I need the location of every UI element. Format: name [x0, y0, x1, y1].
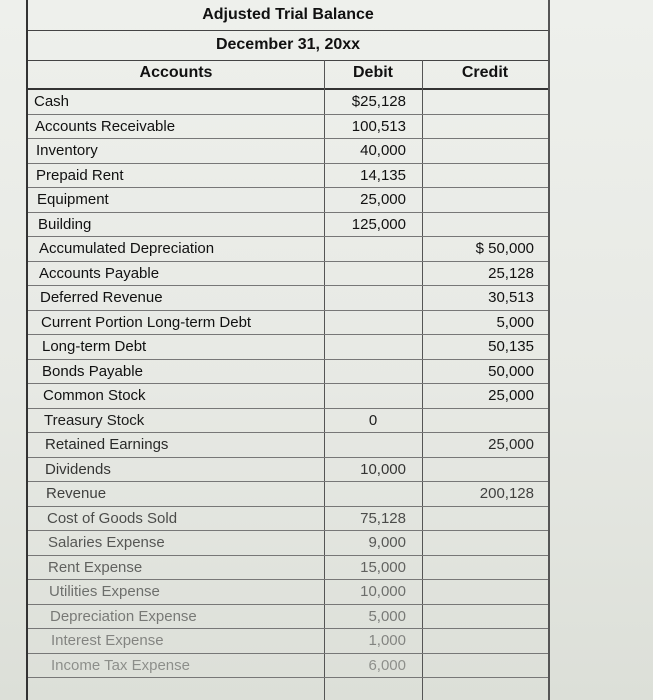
- credit-amount: 50,000: [488, 362, 534, 380]
- debit-amount: 10,000: [360, 460, 406, 478]
- credit-amount: $ 50,000: [475, 240, 534, 257]
- table-row: [28, 654, 548, 679]
- debit-amount: 25,000: [360, 191, 406, 208]
- account-name: Dividends: [45, 460, 111, 478]
- account-name: Prepaid Rent: [36, 166, 124, 184]
- account-name: Accounts Payable: [39, 264, 160, 282]
- table-row: [28, 360, 548, 385]
- table-row: [28, 507, 548, 532]
- debit-amount: 100,513: [351, 117, 406, 135]
- debit-amount: 1,000: [368, 632, 406, 649]
- account-name: Long-term Debt: [42, 338, 147, 355]
- debit-amount: 6,000: [368, 656, 406, 674]
- account-name: Rent Expense: [48, 558, 143, 576]
- account-name: Interest Expense: [51, 632, 164, 649]
- ledger-rows: [28, 90, 548, 678]
- table-row: [28, 433, 548, 458]
- credit-amount: 50,135: [488, 338, 534, 355]
- account-name: Deferred Revenue: [40, 289, 163, 306]
- table-row: [28, 482, 548, 507]
- account-name: Equipment: [37, 191, 109, 208]
- debit-amount: 40,000: [360, 142, 406, 159]
- account-name: Utilities Expense: [49, 583, 160, 600]
- credit-amount: 25,000: [488, 387, 534, 404]
- debit-amount: $25,128: [351, 93, 406, 110]
- debit-amount: 14,135: [360, 166, 406, 184]
- debit-amount: 15,000: [360, 558, 406, 576]
- table-row: [28, 556, 548, 581]
- table-row: [28, 262, 548, 287]
- credit-amount: 200,128: [479, 485, 534, 502]
- account-name: Inventory: [36, 142, 98, 159]
- sheet-title: Adjusted Trial Balance: [28, 0, 548, 31]
- table-row: [28, 629, 548, 654]
- account-name: Current Portion Long-term Debt: [41, 313, 252, 331]
- credit-column-header: Credit: [461, 64, 509, 81]
- account-name: Cash: [34, 93, 70, 110]
- account-name: Accounts Receivable: [35, 117, 176, 135]
- account-name: Building: [38, 215, 92, 233]
- table-row: [28, 188, 548, 213]
- credit-amount: 5,000: [496, 313, 534, 331]
- table-row: [28, 90, 548, 115]
- debit-amount: 10,000: [360, 583, 406, 600]
- table-row: [28, 335, 548, 360]
- table-row: [28, 115, 548, 140]
- account-name: Treasury Stock: [44, 411, 145, 429]
- sheet-date: December 31, 20xx: [28, 30, 548, 61]
- account-name: Accumulated Depreciation: [39, 240, 215, 257]
- debit-column-header: Debit: [353, 64, 393, 81]
- credit-amount: 25,128: [488, 264, 534, 282]
- credit-amount: 30,513: [488, 289, 534, 306]
- table-row: [28, 580, 548, 605]
- table-row: [28, 139, 548, 164]
- table-row: [28, 384, 548, 409]
- account-name: Retained Earnings: [45, 436, 169, 453]
- table-row: [28, 531, 548, 556]
- table-row: [28, 286, 548, 311]
- table-row: [28, 311, 548, 336]
- account-name: Depreciation Expense: [50, 607, 197, 625]
- account-name: Salaries Expense: [48, 534, 165, 551]
- account-name: Income Tax Expense: [51, 656, 190, 674]
- account-name: Revenue: [46, 485, 107, 502]
- table-row: [28, 237, 548, 262]
- column-header-row: [28, 60, 548, 90]
- debit-amount: 9,000: [368, 534, 406, 551]
- accounts-column-header: Accounts: [139, 64, 213, 81]
- account-name: Cost of Goods Sold: [47, 509, 178, 527]
- table-row: [28, 164, 548, 189]
- table-row: [28, 409, 548, 434]
- account-name: Common Stock: [43, 387, 146, 404]
- table-row: [28, 213, 548, 238]
- debit-amount: 125,000: [351, 215, 406, 233]
- account-name: Bonds Payable: [42, 362, 143, 380]
- debit-amount: 75,128: [360, 509, 406, 527]
- trial-balance-sheet: [26, 0, 550, 700]
- debit-amount: 0: [368, 411, 378, 429]
- table-row: [28, 458, 548, 483]
- table-row: [28, 605, 548, 630]
- credit-amount: 25,000: [488, 436, 534, 453]
- debit-amount: 5,000: [368, 607, 406, 625]
